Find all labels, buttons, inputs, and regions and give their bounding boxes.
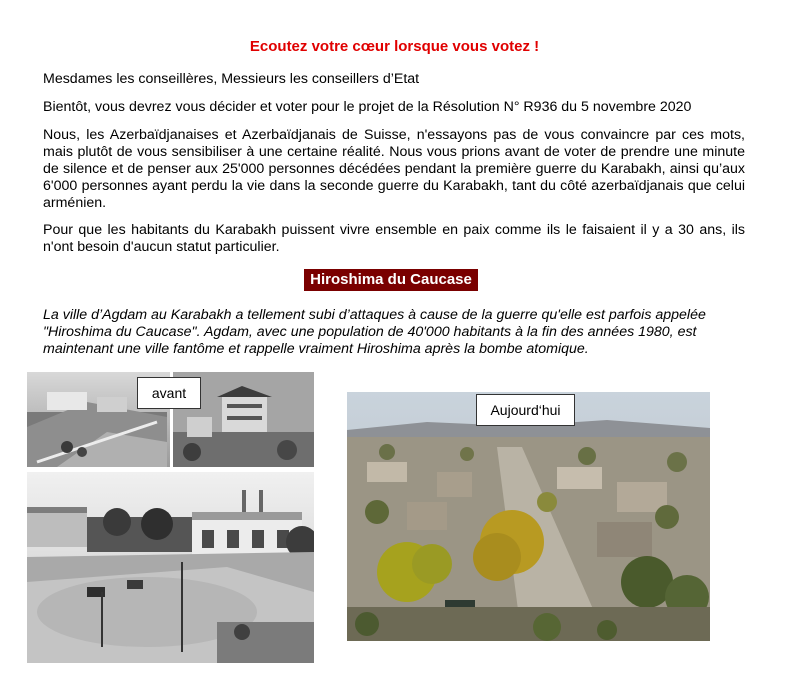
- section-title: Hiroshima du Caucase: [304, 269, 478, 291]
- before-photo-bottom: [27, 472, 314, 663]
- salutation-paragraph: Mesdames les conseillères, Messieurs les conseillers d’Etat: [43, 71, 420, 87]
- after-photo: [347, 392, 710, 641]
- section-paragraph: La ville d’Agdam au Karabakh a tellement subi d’attaques à cause de la guerre qu'elle est parfois appelée "Hiroshima du Caucase". Agdam, avec une population de 40'000 habitants à la fin des années 1980, est maintenant une ville fantôme et rappelle vraiment Hiroshima après la bombe atomique.: [43, 307, 706, 357]
- appeal-paragraph: Nous, les Azerbaïdjanaises et Azerbaïdjanais de Suisse, n'essayons pas de vous convaincre par ces mots, mais plutôt de vous sensibiliser à une certaine réalité. Nous vous prions avant de voter de prendre une minute de silence et de penser aux 25'000 personnes décédées pendant la première guerre du Karabakh, ainsi qu’aux 6'000 personnes ayant perdu la vie dans la seconde guerre du Karabakh, tant du côté azerbaïdjanais que celui arménien.: [43, 127, 745, 211]
- before-label: avant: [137, 377, 201, 409]
- headline: Ecoutez votre cœur lorsque vous votez !: [249, 38, 540, 55]
- peace-paragraph: Pour que les habitants du Karabakh puissent vivre ensemble en paix comme ils le faisaient il y a 30 ans, ils n'ont besoin d'aucun statut particulier.: [43, 222, 745, 255]
- after-label: Aujourd‘hui: [476, 394, 575, 426]
- intro-paragraph: Bientôt, vous devrez vous décider et voter pour le projet de la Résolution N° R936 du 5 novembre 2020: [43, 99, 692, 115]
